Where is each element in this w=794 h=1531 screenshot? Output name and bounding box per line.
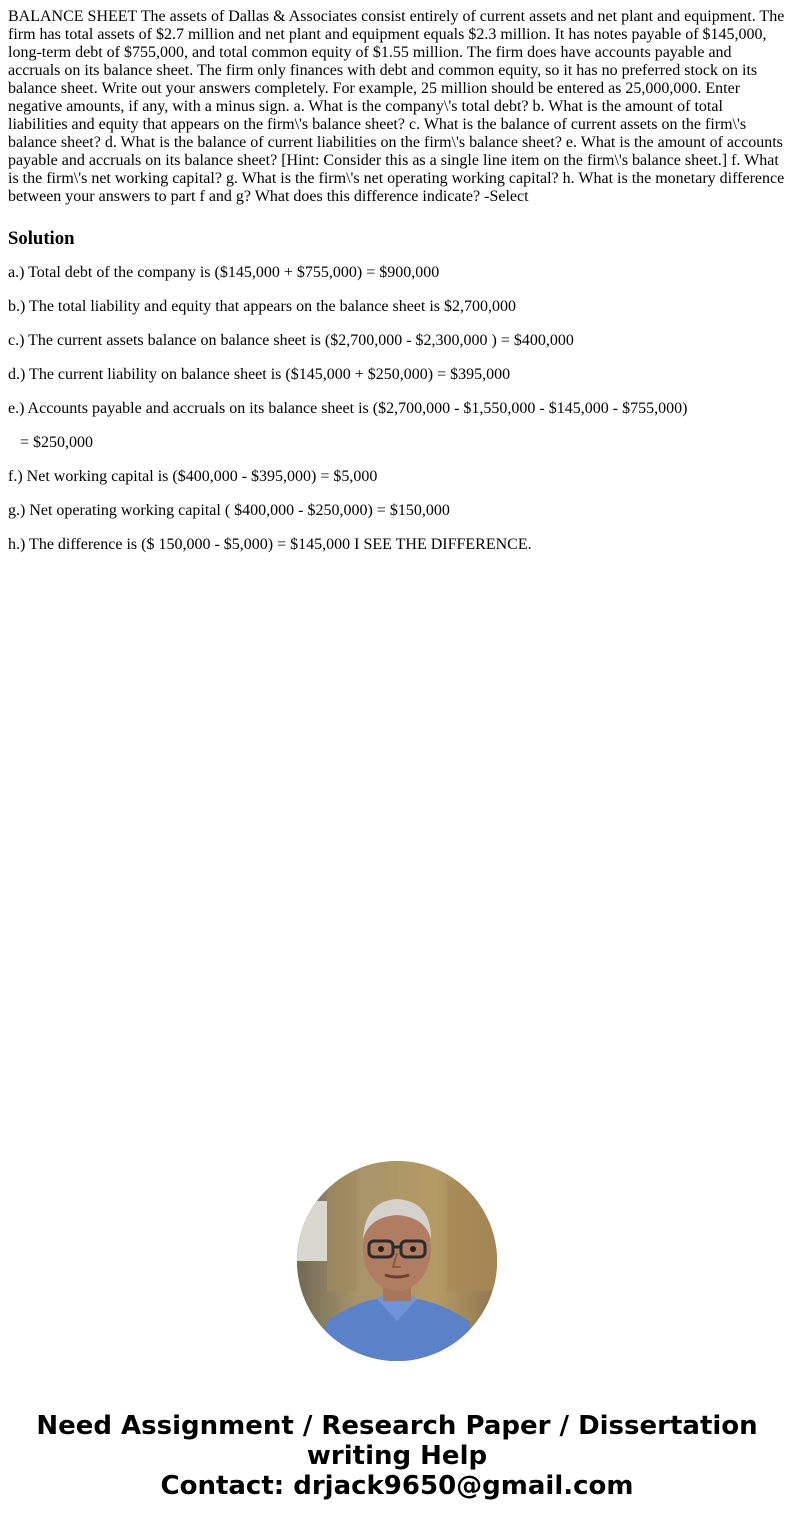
answer-e: e.) Accounts payable and accruals on its balance sheet is ($2,700,000 - $1,550,000 - $145,000 - $755,000) [8, 400, 688, 417]
promo-contact: Contact: drjack9650@gmail.com [160, 1471, 634, 1501]
person-photo-icon [297, 1161, 497, 1361]
answer-h: h.) The difference is ($ 150,000 - $5,000) = $145,000 I SEE THE DIFFERENCE. [8, 536, 532, 553]
solution-heading: Solution [8, 228, 75, 249]
question-text: BALANCE SHEET The assets of Dallas & Associates consist entirely of current assets and net plant and equipment. The firm has total assets of $2.7 million and net plant and equipment equals $2.3 million. It has notes payable of $145,000, long-term debt of $755,000, and total common equity of $1.55 million. The firm does have accounts payable and accruals on its balance sheet. The firm only finances with debt and common equity, so it has no preferred stock on its balance sheet. Write out your answers completely. For example, 25 million should be entered as 25,000,000. Enter negative amounts, if any, with a minus sign. a. What is the company\'s total debt? b. What is the amount of total liabilities and equity that appears on the firm\'s balance sheet? c. What is the balance of current assets on the firm\'s balance sheet? d. What is the balance of current liabilities on the firm\'s balance sheet? e. What is the amount of accounts payable and accruals on its balance sheet? [Hint: Consider this as a single line item on the firm\'s balance sheet.] f. What is the firm\'s net working capital? g. What is the firm\'s net operating working capital? h. What is the monetary difference between your answers to part f and g? What does this difference indicate? -Select [8, 8, 785, 205]
answer-d: d.) The current liability on balance sheet is ($145,000 + $250,000) = $395,000 [8, 366, 511, 383]
promo-text [0, 1411, 794, 1501]
promo-section [0, 1161, 794, 1501]
answer-g: g.) Net operating working capital ( $400,000 - $250,000) = $150,000 [8, 502, 450, 519]
avatar [297, 1161, 497, 1361]
answer-c: c.) The current assets balance on balance sheet is ($2,700,000 - $2,300,000 ) = $400,000 [8, 332, 574, 349]
answer-a: a.) Total debt of the company is ($145,000 + $755,000) = $900,000 [8, 264, 440, 281]
answer-e-result: = $250,000 [20, 434, 94, 451]
promo-line-1: Need Assignment / Research Paper / Dissertation writing Help [36, 1411, 758, 1471]
solution-answers [8, 264, 786, 554]
answer-f: f.) Net working capital is ($400,000 - $395,000) = $5,000 [8, 468, 378, 485]
answer-b: b.) The total liability and equity that appears on the balance sheet is $2,700,000 [8, 298, 517, 315]
